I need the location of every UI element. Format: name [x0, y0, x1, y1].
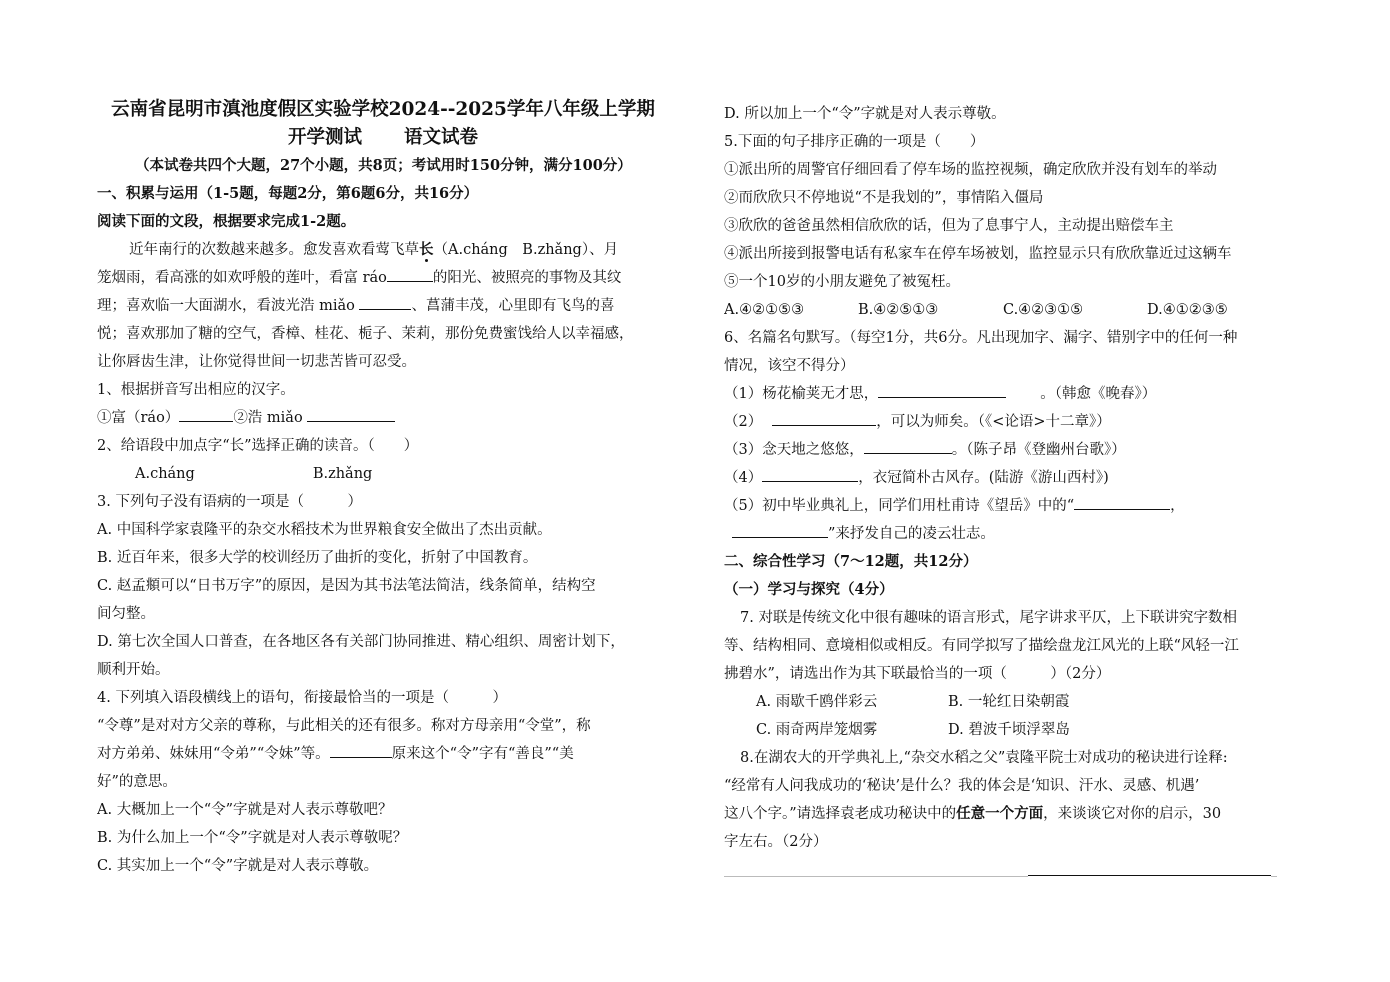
blank-miao[interactable]	[359, 293, 411, 310]
q3-option-c-cont: 间匀整。	[97, 606, 155, 622]
passage-line-2: 笼烟雨，看高涨的如欢呼般的莲叶，看富 ráo 的阳光、被照亮的事物及其纹	[97, 264, 669, 292]
q6-item-1: （1）杨花榆荚无才思， 。（韩愈《晚春》）	[724, 380, 1296, 408]
q7-line-3: 拂碧水”，请选出作为其下联最恰当的一项（ ）（2分）	[724, 666, 1111, 682]
q2-option-a[interactable]: A.cháng	[135, 466, 195, 482]
q6-item-5: （5）初中毕业典礼上，同学们用杜甫诗《望岳》中的“ ，	[724, 492, 1296, 520]
q5-sentence-4: ④派出所接到报警电话有私家车在停车场被划，监控显示只有欣欣靠近过这辆车	[724, 246, 1232, 262]
q4-stem: 4. 下列填入语段横线上的语句，衔接最恰当的一项是（ ）	[97, 690, 507, 706]
q1-stem: 1、根据拼音写出相应的汉字。	[97, 382, 295, 398]
q6-stem-cont: 情况，该空不得分）	[724, 358, 855, 374]
q5-option-c[interactable]: C.④②③①⑤	[1003, 302, 1084, 318]
q1-answers: ①富（ráo） ②浩 miǎo	[97, 404, 669, 432]
q2-option-b[interactable]: B.zhǎng	[312, 466, 373, 482]
q3-option-b[interactable]: B. 近百年来，很多大学的校训经历了曲折的变化，折射了中国教育。	[97, 550, 538, 566]
q2-stem: 2、给语段中加点字“长”选择正确的读音。（ ）	[97, 438, 419, 454]
q7-option-b[interactable]: B. 一轮红日染朝霞	[948, 694, 1070, 710]
q4-option-d[interactable]: D. 所以加上一个“令”字就是对人表示尊敬。	[724, 106, 1006, 122]
q6-item-4: （4） ，衣冠简朴古风存。(陆游《游山西村》)	[724, 464, 1296, 492]
q4-option-a[interactable]: A. 大概加上一个“令”字就是对人表示尊敬吧？	[97, 802, 393, 818]
q3-option-d-cont: 顺利开始。	[97, 662, 170, 678]
q6-blank-5a[interactable]	[1074, 493, 1170, 510]
q4-passage-3: 好”的意思。	[97, 774, 177, 790]
q6-blank-3[interactable]	[864, 437, 952, 454]
q8-line-3: 这八个字。”请选择袁老成功秘诀中的任意一个方面，来谈谈它对你的启示，30	[724, 805, 1222, 822]
q4-blank[interactable]	[330, 741, 392, 758]
dotted-char: 长	[419, 241, 434, 258]
q8-answer-line[interactable]	[724, 876, 1277, 877]
q4-passage-2: 对方弟弟、妹妹用“令弟”“令妹”等。 原来这个“令”字有“善良”“美	[97, 740, 669, 768]
passage-line-1: 近年南行的次数越来越多。愈发喜欢看莺飞草长（A.cháng B.zhǎng）、月	[129, 241, 619, 258]
q3-option-a[interactable]: A. 中国科学家袁隆平的杂交水稻技术为世界粮食安全做出了杰出贡献。	[97, 522, 552, 538]
q8-emphasis: 任意一个方面	[956, 805, 1044, 822]
q2-options	[97, 460, 669, 488]
q6-item-5-cont: ”来抒发自己的凌云壮志。	[724, 520, 1296, 548]
exam-title-test: 开学测试	[287, 127, 362, 148]
q6-blank-5b[interactable]	[732, 521, 828, 538]
q5-options	[724, 296, 1296, 324]
left-column	[97, 96, 669, 880]
q5-sentence-1: ①派出所的周警官仔细回看了停车场的监控视频，确定欣欣并没有划车的举动	[724, 162, 1217, 178]
section2-heading: 二、综合性学习（7～12题，共12分）	[724, 553, 978, 570]
exam-title-line2	[97, 124, 669, 152]
passage-line-4: 悦；喜欢那加了糖的空气，香樟、桂花、栀子、茉莉，那份免费蜜饯给人以幸福感，	[97, 326, 634, 342]
q6-item-2: （2） ，可以为师矣。（《<论语>十二章》）	[724, 408, 1296, 436]
q6-blank-2[interactable]	[772, 409, 876, 426]
q4-option-c[interactable]: C. 其实加上一个“令”字就是对人表示尊敬。	[97, 858, 379, 874]
q5-sentence-5: ⑤一个10岁的小朋友避免了被冤枉。	[724, 274, 960, 290]
q6-blank-1[interactable]	[878, 381, 1006, 398]
q7-line-2: 等、结构相同、意境相似或相反。有同学拟写了描绘盘龙江风光的上联“风轻一江	[724, 638, 1239, 654]
q5-option-b[interactable]: B.④②⑤①③	[858, 302, 939, 318]
q3-option-c[interactable]: C. 赵孟頫可以“日书万字”的原因，是因为其书法笔法简洁，线条简单，结构空	[97, 578, 596, 594]
exam-title-subject: 语文试卷	[404, 127, 479, 148]
q8-line-1: 8.在湖农大的开学典礼上,“杂交水稻之父”袁隆平院士对成功的秘诀进行诠释:	[740, 750, 1228, 766]
q4-passage-1: “令尊”是对对方父亲的尊称，与此相关的还有很多。称对方母亲用“令堂”，称	[97, 718, 591, 734]
q7-option-d[interactable]: D. 碧波千顷浮翠岛	[948, 722, 1070, 738]
blank-rao[interactable]	[387, 265, 433, 282]
right-column	[724, 100, 1296, 856]
q8-line-4: 字左右。（2分）	[724, 834, 828, 850]
q1-blank-a[interactable]	[179, 405, 233, 422]
q5-sentence-3: ③欣欣的爸爸虽然相信欣欣的话，但为了息事宁人，主动提出赔偿车主	[724, 218, 1174, 234]
q4-option-b[interactable]: B. 为什么加上一个“令”字就是对人表示尊敬呢？	[97, 830, 408, 846]
q5-option-a[interactable]: A.④②①⑤③	[724, 302, 805, 318]
q6-blank-4[interactable]	[762, 465, 858, 482]
reading-intro: 阅读下面的文段，根据要求完成1-2题。	[97, 213, 356, 230]
q5-sentence-2: ②而欣欣只不停地说“不是我划的”，事情陷入僵局	[724, 190, 1044, 206]
q8-line-2: “经常有人问我成功的‘秘诀’是什么？我的体会是‘知识、汗水、灵感、机遇’	[724, 778, 1200, 794]
q7-options-row1	[724, 688, 1296, 716]
instructions: （本试卷共四个大题，27个小题，共8页；考试用时150分钟，满分100分）	[135, 157, 632, 174]
q7-options-row2	[724, 716, 1296, 744]
exam-title-line1: 云南省昆明市滇池度假区实验学校2024--2025学年八年级上学期	[111, 99, 655, 120]
q5-option-d[interactable]: D.④①②③⑤	[1147, 302, 1228, 318]
q1-blank-b[interactable]	[307, 405, 395, 422]
passage-line-5: 让你唇齿生津，让你觉得世间一切悲苦皆可忍受。	[97, 354, 416, 370]
section1-heading: 一、积累与运用（1-5题，每题2分，第6题6分，共16分）	[97, 185, 479, 202]
q7-line-1: 7. 对联是传统文化中很有趣味的语言形式，尾字讲求平仄，上下联讲究字数相	[740, 610, 1237, 626]
q6-item-3: （3）念天地之悠悠， 。（陈子昂《登幽州台歌》）	[724, 436, 1296, 464]
subsection1-heading: （一）学习与探究（4分）	[724, 581, 894, 598]
q7-option-a[interactable]: A. 雨歇千鸥伴彩云	[756, 694, 878, 710]
q5-stem: 5.下面的句子排序正确的一项是（ ）	[724, 134, 985, 150]
q3-stem: 3. 下列句子没有语病的一项是（ ）	[97, 494, 362, 510]
q6-stem: 6、名篇名句默写。（每空1分，共6分。凡出现加字、漏字、错别字中的任何一种	[724, 330, 1238, 346]
q7-option-c[interactable]: C. 雨奇两岸笼烟雾	[756, 722, 878, 738]
q3-option-d[interactable]: D. 第七次全国人口普查，在各地区各有关部门协同推进、精心组织、周密计划下，	[97, 634, 625, 650]
passage-line-3: 理；喜欢临一大面湖水，看波光浩 miǎo 、菖蒲丰茂，心里即有飞鸟的喜	[97, 292, 669, 320]
